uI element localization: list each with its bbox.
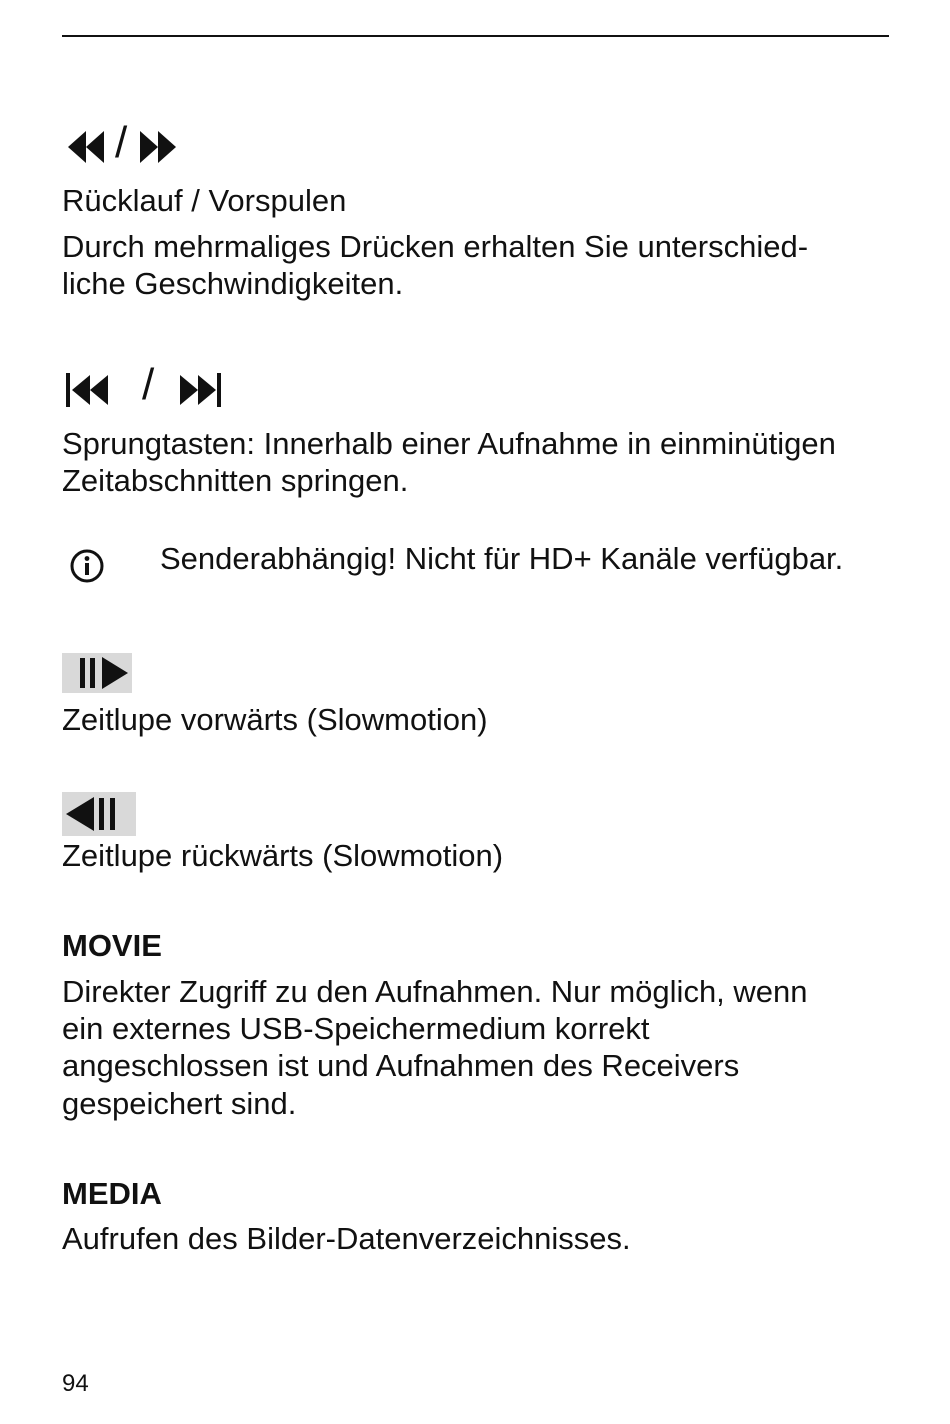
skip-slash: / bbox=[142, 360, 155, 409]
top-rule bbox=[62, 35, 889, 37]
rewind-ff-desc-line2: liche Geschwindigkeiten. bbox=[62, 266, 404, 301]
info-icon bbox=[70, 549, 104, 583]
skip-note: Senderabhängig! Nicht für HD+ Kanäle verfügbar. bbox=[160, 541, 844, 576]
slow-forward-title: Zeitlupe vorwärts (Slowmotion) bbox=[62, 702, 488, 737]
fast-forward-icon bbox=[140, 131, 180, 163]
slow-forward-icon bbox=[62, 653, 132, 693]
movie-line2: ein externes USB-Speichermedium korrekt bbox=[62, 1011, 650, 1046]
page-number: 94 bbox=[62, 1370, 89, 1397]
skip-forward-icon bbox=[178, 373, 222, 407]
rewind-ff-desc-line1: Durch mehrmaliges Drücken erhalten Sie unterschied- bbox=[62, 229, 809, 264]
rewind-ff-slash: / bbox=[115, 118, 128, 167]
skip-desc-line2: Zeitabschnitten springen. bbox=[62, 463, 409, 498]
media-line1: Aufrufen des Bilder-Datenverzeichnisses. bbox=[62, 1221, 631, 1256]
movie-line1: Direkter Zugriff zu den Aufnahmen. Nur möglich, wenn bbox=[62, 974, 808, 1009]
media-heading: MEDIA bbox=[62, 1176, 162, 1211]
movie-line4: gespeichert sind. bbox=[62, 1086, 297, 1121]
movie-line3: angeschlossen ist und Aufnahmen des Receivers bbox=[62, 1048, 740, 1083]
skip-desc-line1: Sprungtasten: Innerhalb einer Aufnahme in einminütigen bbox=[62, 426, 836, 461]
movie-heading: MOVIE bbox=[62, 928, 162, 963]
rewind-icon bbox=[66, 131, 108, 163]
slow-backward-title: Zeitlupe rückwärts (Slowmotion) bbox=[62, 838, 504, 873]
slow-backward-icon bbox=[62, 792, 136, 836]
rewind-ff-title: Rücklauf / Vorspulen bbox=[62, 183, 347, 218]
skip-back-icon bbox=[66, 373, 110, 407]
